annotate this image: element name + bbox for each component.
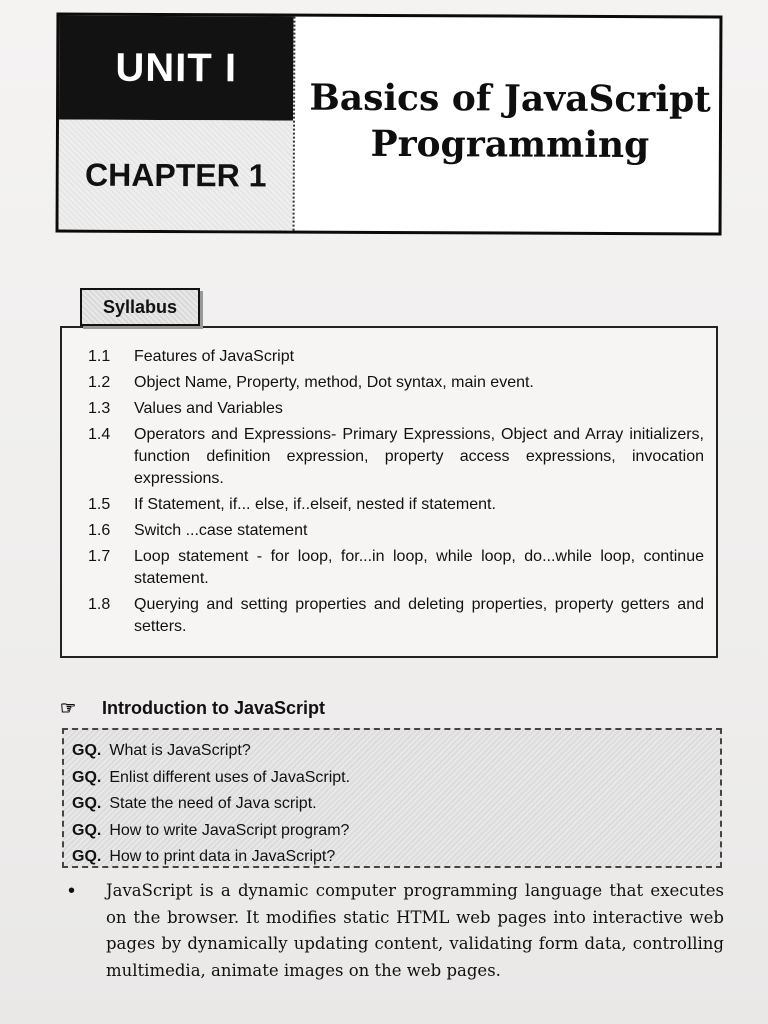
chapter-title [305, 75, 715, 169]
syllabus-item [62, 424, 716, 490]
syllabus-item-number: 1.6 [88, 522, 111, 539]
question-text: State the need of Java script. [109, 795, 317, 812]
question-text: How to print data in JavaScript? [109, 848, 336, 865]
syllabus-item-number: 1.4 [88, 426, 111, 443]
syllabus-tab: Syllabus [80, 288, 200, 326]
syllabus-item [62, 372, 716, 394]
question-tag: GQ. [72, 795, 102, 812]
syllabus-item [62, 594, 716, 638]
paragraph-text: JavaScript is a dynamic computer programming language that executes on the browser. It modifies static HTML web pages into interactive web pages by dynamically updating content, validating form data, controlling multimedia, animate images on the web pages. [106, 881, 724, 980]
guiding-questions-box [62, 728, 722, 868]
syllabus-item-number: 1.2 [88, 374, 111, 391]
question-text: Enlist different uses of JavaScript. [109, 768, 351, 786]
question-text: How to write JavaScript program? [109, 821, 350, 839]
question-item [72, 818, 350, 845]
chapter-title-line-1: Basics of JavaScript [309, 76, 711, 121]
intro-heading [60, 698, 325, 719]
header-divider [293, 17, 296, 231]
syllabus-item-number: 1.5 [88, 496, 111, 513]
syllabus-item-number: 1.7 [88, 548, 111, 565]
syllabus-item-number: 1.1 [88, 348, 111, 365]
syllabus-item-text: Object Name, Property, method, Dot syntax, main event. [134, 374, 534, 391]
question-list [72, 738, 350, 871]
syllabus-item [62, 520, 716, 542]
unit-label: UNIT I [59, 16, 293, 121]
bullet-icon: • [68, 880, 76, 902]
pointing-hand-icon: ☞ [60, 698, 77, 718]
question-tag: GQ. [72, 742, 102, 759]
syllabus-item [62, 398, 716, 420]
syllabus-item-text: Features of JavaScript [134, 348, 295, 365]
question-text: What is JavaScript? [109, 742, 251, 759]
syllabus-item-number: 1.3 [88, 400, 111, 417]
question-tag: GQ. [72, 768, 102, 786]
question-tag: GQ. [72, 848, 102, 865]
chapter-title-line-2: Programming [370, 122, 650, 167]
bullet-paragraph [64, 878, 724, 984]
syllabus-item-text: Loop statement - for loop, for...in loop, while loop, do...while loop, continue statement. [134, 548, 704, 587]
syllabus-item-text: Values and Variables [134, 400, 283, 417]
question-item [72, 765, 350, 792]
question-item [72, 844, 350, 871]
intro-heading-text: Introduction to JavaScript [102, 698, 326, 718]
question-item [72, 791, 350, 818]
syllabus-item [62, 346, 716, 368]
syllabus-item-text: Querying and setting properties and deleting properties, property getters and setters. [134, 596, 704, 635]
syllabus-item [62, 546, 716, 590]
chapter-label: CHAPTER 1 [59, 120, 293, 231]
syllabus-item-text: Switch ...case statement [134, 522, 308, 539]
syllabus-item [62, 494, 716, 516]
syllabus-box [60, 326, 718, 658]
chapter-header [56, 13, 723, 236]
syllabus-item-text: Operators and Expressions- Primary Expressions, Object and Array initializers, function definition expression, property access expressions, invocation expressions. [134, 426, 704, 487]
syllabus-item-text: If Statement, if... else, if..elseif, nested if statement. [134, 496, 496, 513]
syllabus-list [62, 346, 716, 642]
question-item [72, 738, 350, 765]
question-tag: GQ. [72, 821, 102, 839]
syllabus-item-number: 1.8 [88, 596, 111, 613]
